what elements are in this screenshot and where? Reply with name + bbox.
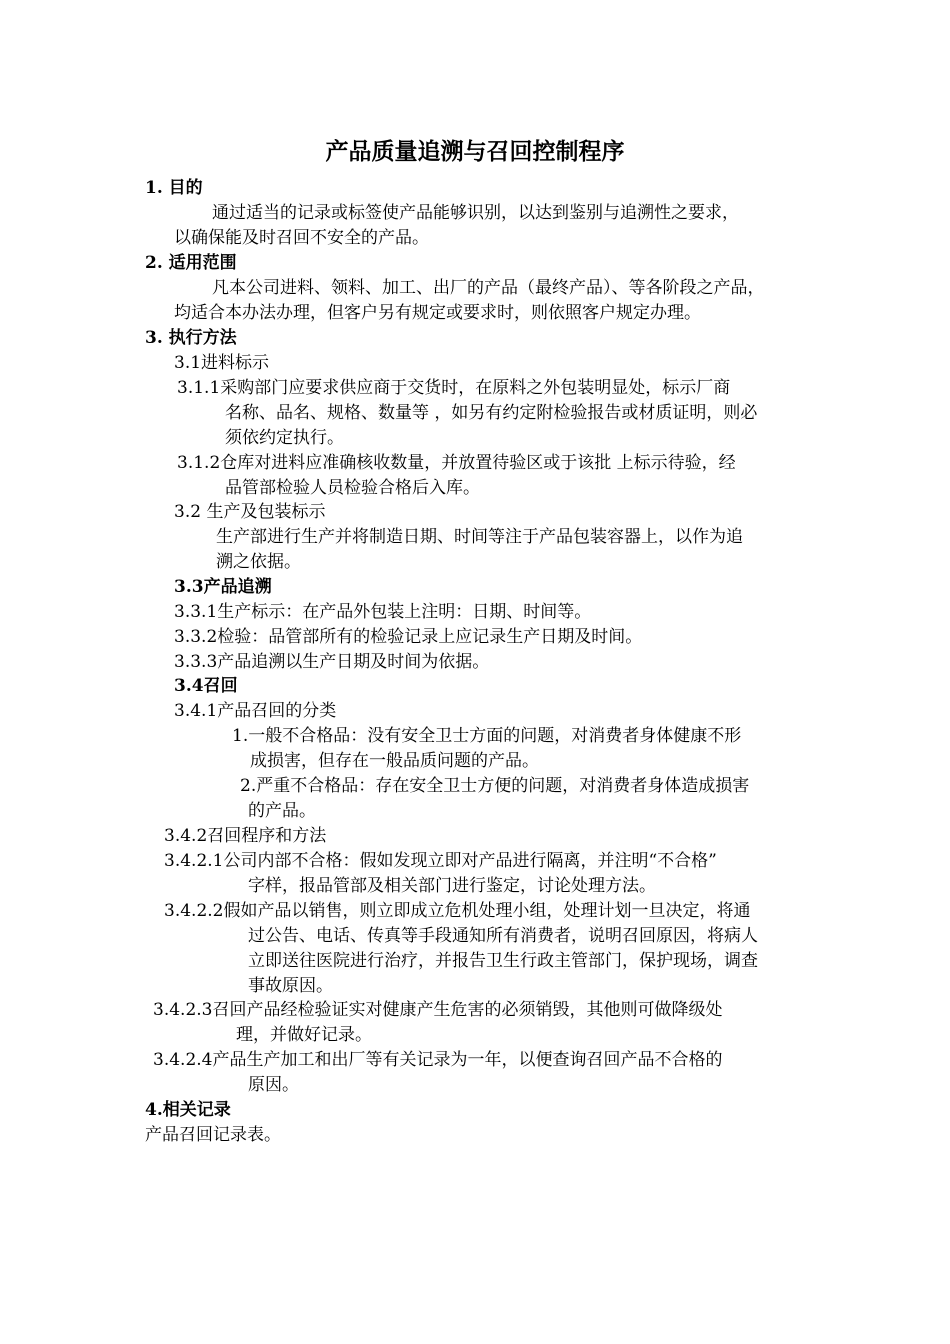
procedure-2-line-1: 3.4.2.2假如产品以销售，则立即成立危机处理小组，处理计划一旦决定，将通 [164,901,751,921]
category-1-line-2: 成损害，但存在一般品质问题的产品。 [250,751,539,771]
category-2-line-2: 的产品。 [248,801,316,821]
item-3-1-1-line-1: 3.1.1采购部门应要求供应商于交货时，在原料之外包装明显处，标示厂商 [177,378,731,398]
item-3-3-3: 3.3.3产品追溯以生产日期及时间为依据。 [174,652,490,672]
procedure-4-line-1: 3.4.2.4产品生产加工和出厂等有关记录为一年，以便查询召回产品不合格的 [153,1050,723,1070]
subsection-3-2-text-line-2: 溯之依据。 [216,552,301,572]
subsection-3-2-text-line-1: 生产部进行生产并将制造日期、时间等注于产品包装容器上，以作为追 [216,527,743,547]
category-2-line-1: 2.严重不合格品：存在安全卫士方便的问题，对消费者身体造成损害 [240,776,750,796]
item-3-1-1-line-3: 须依约定执行。 [225,428,344,448]
procedure-3-line-2: 理，并做好记录。 [236,1025,372,1045]
procedure-2-line-4: 事故原因。 [248,976,333,996]
category-1-line-1: 1.一般不合格品：没有安全卫士方面的问题，对消费者身体健康不形 [232,726,742,746]
section-2-text-line-1: 凡本公司进料、领料、加工、出厂的产品（最终产品）、等各阶段之产品， [212,278,765,298]
subsection-3-2-heading: 3.2 生产及包装标示 [174,502,326,522]
item-3-3-2: 3.3.2检验：品管部所有的检验记录上应记录生产日期及时间。 [174,627,643,647]
item-3-1-2-line-2: 品管部检验人员检验合格后入库。 [225,478,480,498]
section-1-heading: 1. 目的 [145,178,203,198]
procedure-2-line-2: 过公告、电话、传真等手段通知所有消费者，说明召回原因，将病人 [248,926,758,946]
procedure-2-line-3: 立即送往医院进行治疗，并报告卫生行政主管部门，保护现场，调查 [248,951,758,971]
section-2-text-line-2: 均适合本办法办理，但客户另有规定或要求时，则依照客户规定办理。 [174,303,701,323]
item-3-4-1-heading: 3.4.1产品召回的分类 [174,701,337,721]
procedure-1-line-2: 字样，报品管部及相关部门进行鉴定，讨论处理方法。 [248,876,656,896]
procedure-1-line-1: 3.4.2.1公司内部不合格：假如发现立即对产品进行隔离，并注明“不合格” [164,851,717,871]
item-3-1-2-line-1: 3.1.2仓库对进料应准确核收数量，并放置待验区或于该批 上标示待验，经 [177,453,736,473]
procedure-3-line-1: 3.4.2.3召回产品经检验证实对健康产生危害的必须销毁，其他则可做降级处 [153,1000,723,1020]
document-title: 产品质量追溯与召回控制程序 [325,138,625,165]
subsection-3-4-heading: 3.4召回 [174,676,238,696]
item-3-4-2-heading: 3.4.2召回程序和方法 [164,826,327,846]
section-1-text-line-2: 以确保能及时召回不安全的产品。 [174,228,429,248]
section-4-text: 产品召回记录表。 [145,1125,281,1145]
section-4-heading: 4.相关记录 [145,1100,231,1120]
section-2-heading: 2. 适用范围 [145,253,237,273]
procedure-4-line-2: 原因。 [248,1075,299,1095]
section-1-text-line-1: 通过适当的记录或标签使产品能够识别，以达到鉴别与追溯性之要求， [212,203,739,223]
subsection-3-1-heading: 3.1进料标示 [174,353,270,373]
section-3-heading: 3. 执行方法 [145,328,237,348]
item-3-3-1: 3.3.1生产标示：在产品外包装上注明：日期、时间等。 [174,602,592,622]
item-3-1-1-line-2: 名称、品名、规格、数量等 ，如另有约定附检验报告或材质证明，则必 [225,403,758,423]
subsection-3-3-heading: 3.3产品追溯 [174,577,272,597]
